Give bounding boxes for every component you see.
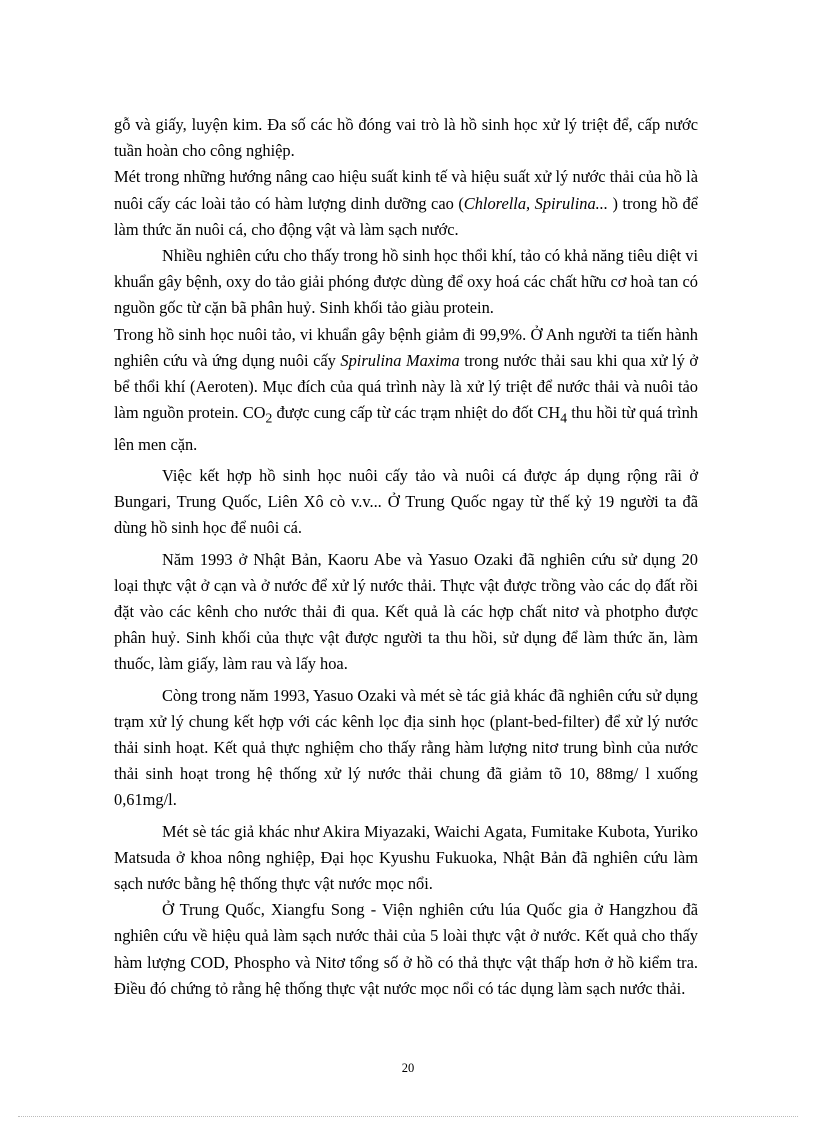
paragraph-3: Nhiều nghiên cứu cho thấy trong hồ sinh học thổi khí, tảo có khả năng tiêu diệt vi khuẩn gây bệnh, oxy do tảo giải phóng được dùng để oxy hoá các chất hữu cơ hoà tan có nguồn gốc từ cặn bã phân huỷ. Sinh khối tảo giàu protein. [114, 246, 699, 318]
page-number: 20 [401, 1061, 415, 1075]
paragraph-4 [114, 322, 698, 458]
paragraph-4-text-b: trong nước thải sau khi qua xử lý ở bể thổi khí (Aeroten). Mục đích của quá trình này là xử lý triệt để nước thải và nuôi tảo làm nguồn protein. CO [114, 350, 699, 423]
co2-subscript: 2 [265, 410, 273, 426]
paragraph-4-text-c: được cung cấp từ các trạm nhiệt do đốt CH [272, 403, 561, 423]
paragraph-2-text-b: ) trong hồ để làm thức ăn nuôi cá, cho động vật và làm sạch nước. [114, 193, 698, 239]
paragraph-8: Mét sè tác giả khác như Akira Miyazaki, Waichi Agata, Fumitake Kubota, Yuriko Matsuda ở khoa nông nghiệp, Đại học Kyushu Fukuoka, Nhật Bản đã nghiên cứu làm sạch nước bằng hệ thống thực vật nước mọc nổi. [114, 821, 698, 893]
paragraph-6: Năm 1993 ở Nhật Bản, Kaoru Abe và Yasuo Ozaki đã nghiên cứu sử dụng 20 loại thực vật ở cạn và ở nước để xử lý nước thải. Thực vật được trồng vào các dọ đất rồi đặt vào các kênh cho nước thải đi qua. Kết quả là các hợp chất nitơ và photpho được phân huỷ. Sinh khối của thực vật được người ta thu hồi, sử dụng để làm thức ăn, làm thuốc, làm giấy, làm rau và lấy hoa. [114, 549, 698, 674]
ch4-subscript: 4 [560, 410, 568, 426]
page-bottom-divider [18, 1116, 798, 1117]
paragraph-7: Còng trong năm 1993, Yasuo Ozaki và mét sè tác giả khác đã nghiên cứu sử dụng trạm xử lý chung kết hợp với các kênh lọc địa sinh học (plant-bed-filter) để xử lý nước thải sinh hoạt. Kết quả thực nghiệm cho thấy rằng hàm lượng nitơ trung bình của nước thải sinh hoạt trong hệ thống xử lý nước thải chung đã giảm tõ 10, 88mg/ l xuống 0,61mg/l. [114, 685, 698, 810]
paragraph-2-species: Chlorella, Spirulina... [463, 193, 608, 213]
paragraph-2 [114, 164, 698, 243]
paragraph-4-text-d: thu hồi từ quá trình lên men cặn. [114, 403, 698, 454]
paragraph-9: Ở Trung Quốc, Xiangfu Song - Viện nghiên cứu lúa Quốc gia ở Hangzhou đã nghiên cứu về hiệu quả làm sạch nước thải của 5 loài thực vật ở nước. Kết quả cho thấy hàm lượng COD, Phospho và Nitơ tổng số ở hồ có thả thực vật thấp hơn ở hồ kiểm tra. Điều đó chứng tỏ rằng hệ thống thực vật nước mọc nổi có tác dụng làm sạch nước thải. [114, 900, 698, 998]
paragraph-2-text-a: Mét trong những hướng nâng cao hiệu suất kinh tế và hiệu suất xử lý nước thải của hồ là nuôi cấy các loài tảo có hàm lượng dinh dưỡng cao ( [114, 167, 698, 213]
paragraph-4-species: Spirulina Maxima [340, 350, 460, 370]
page-body [114, 112, 698, 1002]
paragraph-5: Việc kết hợp hồ sinh học nuôi cấy tảo và nuôi cá được áp dụng rộng rãi ở Bungari, Trung Quốc, Liên Xô cò v.v... Ở Trung Quốc ngay từ thế kỷ 19 người ta đã dùng hồ sinh học để nuôi cá. [114, 465, 698, 538]
paragraph-4-text-a: Trong hồ sinh học nuôi tảo, vi khuẩn gây bệnh giảm đi 99,9%. Ở Anh người ta tiến hành nghiên cứu và ứng dụng nuôi cấy [114, 324, 698, 370]
paragraph-1: gỗ và giấy, luyện kim. Đa số các hồ đóng vai trò là hồ sinh học xử lý triệt để, cấp nước tuần hoàn cho công nghiệp. [114, 115, 698, 161]
